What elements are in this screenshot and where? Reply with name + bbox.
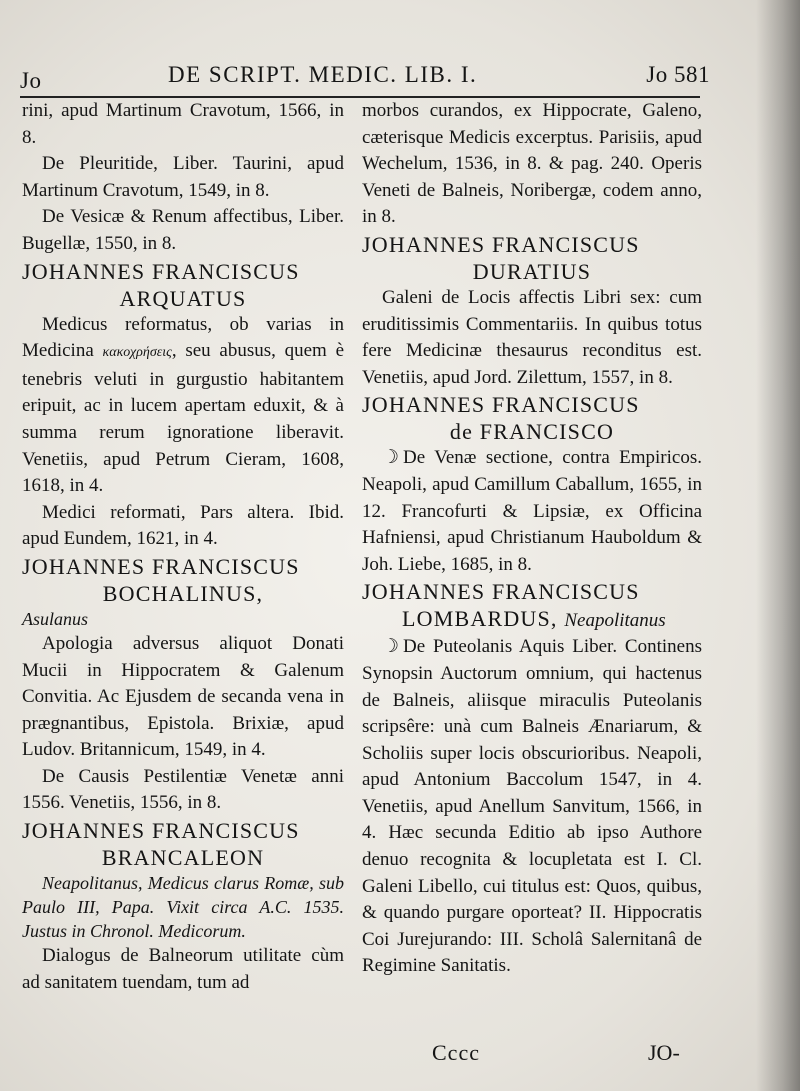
author-heading: JOHANNES FRANCISCUS xyxy=(362,579,640,605)
crescent-mark-icon: ☽ xyxy=(382,636,400,658)
author-heading: JOHANNES FRANCISCUS xyxy=(22,553,300,579)
author-surname: BOCHALINUS, xyxy=(102,580,264,606)
entry-text: , seu abusus, quem è tenebris veluti in gurgustio habitantem eripuit, ac in lucem apertam eduxit, & à summa rerum ignoratione liberavit. Venetiis, apud Petrum Cieram, 1608, 1618, in 4. xyxy=(22,340,344,497)
catchword: JO- xyxy=(648,1040,680,1065)
author-heading: JOHANNES FRANCISCUS xyxy=(22,818,300,844)
entry-dialogus: Dialogus de Balneorum utilitate cùm ad sanitatem tuendam, tum ad xyxy=(22,945,344,993)
page-footer xyxy=(0,1040,800,1070)
page-edge-shadow xyxy=(756,0,800,1091)
header-left-catch: Jo xyxy=(20,68,42,93)
author-heading: JOHANNES FRANCISCUS xyxy=(362,392,640,418)
left-column xyxy=(22,98,344,996)
author-surname: de FRANCISCO xyxy=(449,419,615,445)
right-column xyxy=(362,98,702,980)
entry-text: De Puteolanis Aquis Liber. Continens Synopsin Auctorum omnium, qui hactenus de Balneis, aliisque miraculis Puteolanis scripsêre: unà cum Balneis Ænariarum, & Scholiis super locis obscurioribus. Neapoli, apud Antonium Baccolum 1547, in 4. Venetiis, apud Anellum Sanvitum, 1566, in 4. Hæc secunda Editio ab ipso Authore denuo recognita & locupletata est I. Cl. Galeni Libello, cui titulus est: Quos, quibus, & quando purgare oporteat? II. Hippocratis Coi Jurejurando: III. Scholâ Salernitanâ de Regimine Sanitatis. xyxy=(362,636,702,977)
entry-galeni-de-locis: Galeni de Locis affectis Libri sex: cum eruditissimis Commentariis. In quibus totus fere Medicinæ thesaurus reconditus est. Venetiis, apud Jord. Zilettum, 1557, in 8. xyxy=(362,286,702,388)
entry-text: Medicus reformatus, ob varias in Medicina xyxy=(22,313,344,362)
entry-apologia: Apologia adversus aliquot Donati Mucii in Hippocratem & Galenum Convitia. Ac Ejusdem de secanda vena in prægnantibus, Epistola. Brixiæ, apud Ludov. Britannicum, 1549, in 4. xyxy=(22,632,344,761)
surname-text: LOMBARDUS, xyxy=(402,606,558,632)
entry-continuation: morbos curandos, ex Hippocrate, Galeno, cæterisque Medicis excerptus. Parisiis, apud Wechelum, 1536, in 8. & pag. 240. Operis Veneti de Balneis, Noribergæ, codem anno, in 8. xyxy=(362,100,702,228)
author-surname: BRANCALEON xyxy=(101,845,265,871)
author-surname: DURATIUS xyxy=(472,258,592,284)
author-origin: Neapolitanus xyxy=(564,610,666,632)
crescent-mark-icon: ☽ xyxy=(382,447,400,469)
entry-pars-altera: Medici reformati, Pars altera. Ibid. apud Eundem, 1621, in 4. xyxy=(22,501,344,550)
entry-de-causis: De Causis Pestilentiæ Venetæ anni 1556. Venetiis, 1556, in 8. xyxy=(22,765,344,814)
entry-de-venae-sectione xyxy=(362,445,702,578)
author-surname: ARQUATUS xyxy=(119,285,247,311)
running-header xyxy=(20,62,710,96)
header-page-number: Jo 581 xyxy=(646,62,710,87)
entry-medicus-reformatus xyxy=(22,312,344,500)
entry-pleuritide: De Pleuritide, Liber. Taurini, apud Martinum Cravotum, 1549, in 8. xyxy=(22,153,344,201)
entry-text: De Venæ sectione, contra Empiricos. Neapoli, apud Camillum Caballum, 1655, in 12. Francofurti & Lipsiæ, ex Officina Hafniensi, apud Christianum Hauboldum & Joh. Liebe, 1685, in 8. xyxy=(362,447,702,575)
author-heading: JOHANNES FRANCISCUS xyxy=(22,258,300,284)
header-title: DE SCRIPT. MEDIC. LIB. I. xyxy=(168,62,478,87)
author-origin: Asulanus xyxy=(22,608,89,629)
entry-vesicae: De Vesicæ & Renum affectibus, Liber. Bugellæ, 1550, in 8. xyxy=(22,206,344,254)
greek-word: κακοχρήσεις xyxy=(102,345,172,361)
author-bio: Neapolitanus, Medicus clarus Romæ, sub Paulo III, Papa. Vixit circa A.C. 1535. Justus in Chronol. Medicorum. xyxy=(22,873,344,942)
signature-mark: Cccc xyxy=(432,1040,480,1065)
entry-de-puteolanis xyxy=(362,634,702,980)
author-surname xyxy=(362,605,702,634)
entry-continuation: rini, apud Martinum Cravotum, 1566, in 8. xyxy=(22,100,344,148)
author-heading: JOHANNES FRANCISCUS xyxy=(362,231,640,257)
